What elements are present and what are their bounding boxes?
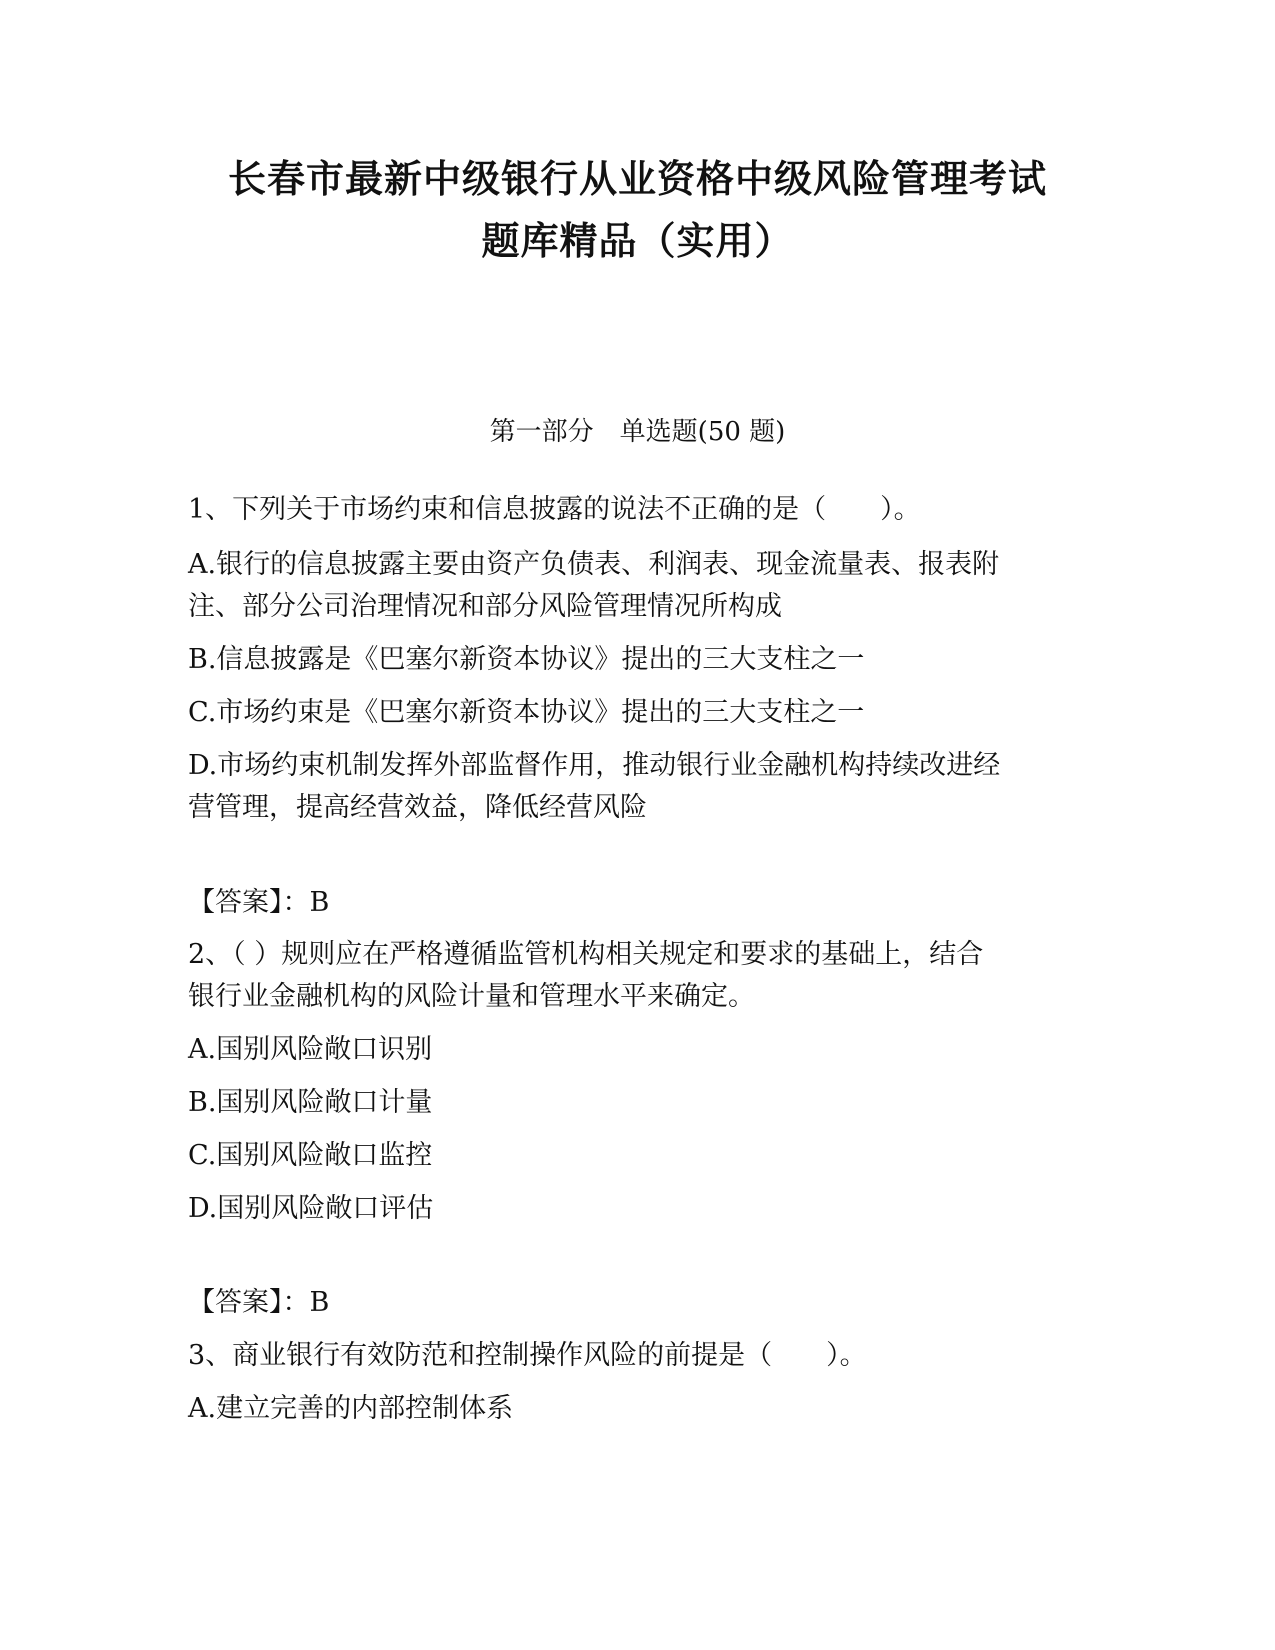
question-1-option-c: C.市场约束是《巴塞尔新资本协议》提出的三大支柱之一	[188, 697, 865, 728]
question-1-option-d: D.市场约束机制发挥外部监督作用，推动银行业金融机构持续改进经	[188, 750, 1001, 781]
question-2-stem: 2、（ ）规则应在严格遵循监管机构相关规定和要求的基础上，结合	[188, 939, 984, 970]
question-2-answer: 【答案】：B	[188, 1287, 330, 1318]
question-1-option-d-cont: 营管理，提高经营效益，降低经营风险	[188, 792, 647, 823]
title-line-1: 长春市最新中级银行从业资格中级风险管理考试	[227, 157, 1047, 201]
question-1-option-a: A.银行的信息披露主要由资产负债表、利润表、现金流量表、报表附	[188, 549, 1000, 580]
question-3-stem: 3、商业银行有效防范和控制操作风险的前提是（ ）。	[188, 1340, 867, 1371]
question-2-option-a: A.国别风险敞口识别	[188, 1034, 433, 1065]
question-2-option-c: C.国别风险敞口监控	[188, 1140, 433, 1171]
question-2-option-d: D.国别风险敞口评估	[188, 1193, 434, 1224]
section-heading: 第一部分 单选题(50 题)	[489, 417, 786, 447]
question-1-option-b: B.信息披露是《巴塞尔新资本协议》提出的三大支柱之一	[188, 644, 865, 675]
question-2-stem-cont: 银行业金融机构的风险计量和管理水平来确定。	[188, 981, 755, 1012]
question-2-option-b: B.国别风险敞口计量	[188, 1087, 433, 1118]
question-1-stem: 1、下列关于市场约束和信息披露的说法不正确的是（ ）。	[188, 494, 921, 525]
title-line-2: 题库精品（实用）	[481, 219, 794, 263]
question-1-option-a-cont: 注、部分公司治理情况和部分风险管理情况所构成	[188, 591, 782, 622]
question-3-option-a: A.建立完善的内部控制体系	[188, 1393, 514, 1424]
question-1-answer: 【答案】：B	[188, 887, 330, 918]
document-title	[150, 148, 1125, 272]
